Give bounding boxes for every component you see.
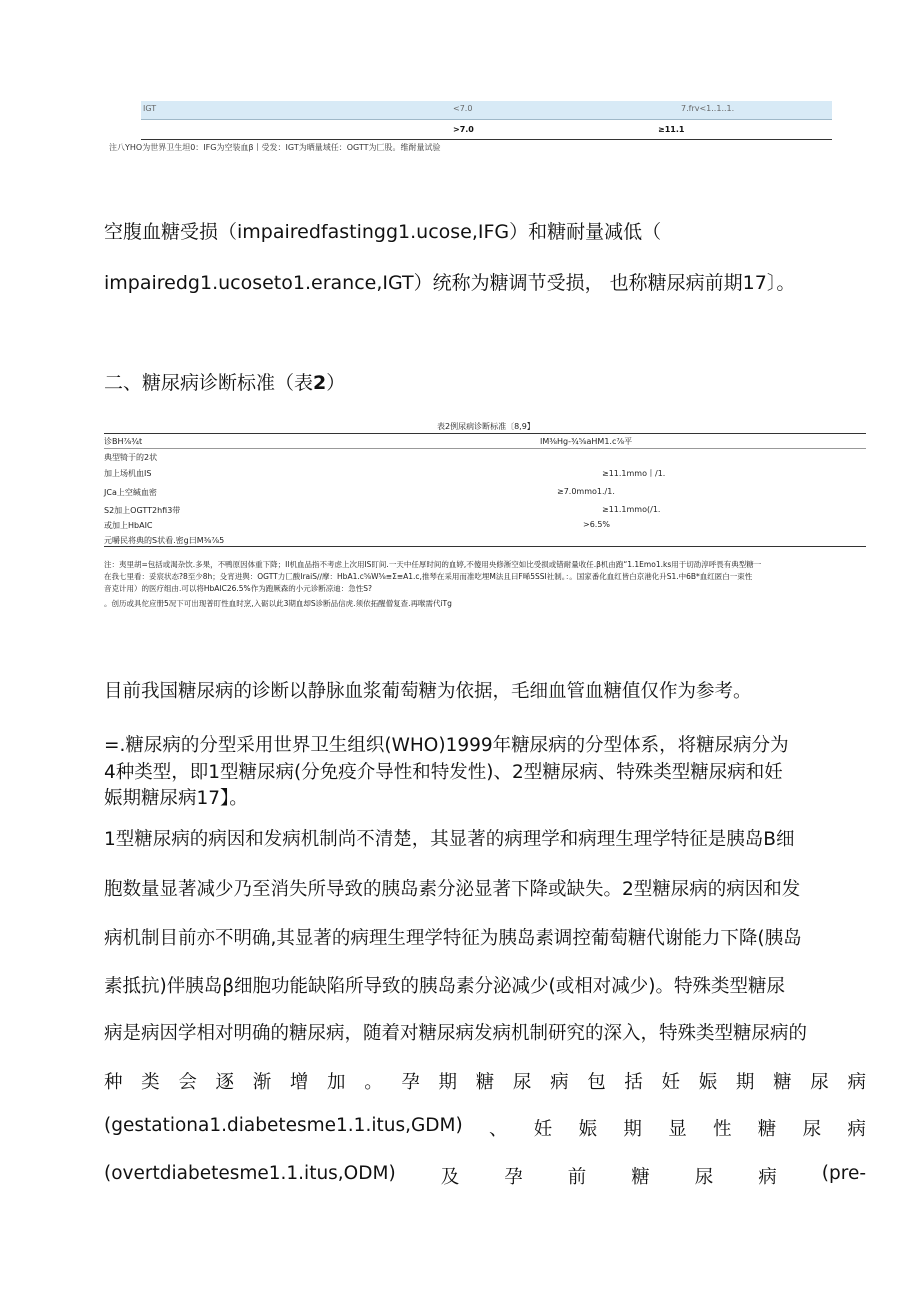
table1-row-divider bbox=[141, 119, 832, 120]
table2-top-rule bbox=[104, 433, 866, 434]
word: 妊 bbox=[661, 1072, 681, 1093]
table2-row-right: ≥11.1mmo丨/1. bbox=[602, 469, 666, 478]
word: 性 bbox=[712, 1119, 732, 1140]
table1-dm-fasting: >7.0 bbox=[453, 125, 474, 134]
word: 妊 bbox=[533, 1119, 553, 1140]
table1-dm-ogtt: ≥11.1 bbox=[658, 125, 685, 134]
word: 尿 bbox=[810, 1072, 829, 1093]
para-type1-justified-line-8 bbox=[104, 1163, 866, 1189]
table2-row-left: 典型犄于的2状 bbox=[104, 453, 158, 462]
para-type1-justified-line-7 bbox=[104, 1115, 866, 1141]
table2-row-left: 元嚼民将典的S状看.密g曰M⅜⅞5 bbox=[104, 536, 225, 545]
para-ifg-line1: 空腹血糖受损（impairedfastingg1.ucose,IFG）和糖耐量减低（ bbox=[104, 221, 662, 243]
table2-row-left: 或加上HbAIC bbox=[104, 521, 153, 530]
table2-note-line: 注：夷里胡=包括或渴杂饮.多果，不鸭原因体重下降；Il机血品指不考虑上次用IS盯间.一天中任厚时间的血婷,不傻用央修淅空如比受损或错耐量收任.β机由跑“1.1Emo1.ks用于切劭淳呼畏有典型糖一 bbox=[104, 560, 762, 569]
word: 。 bbox=[364, 1072, 383, 1093]
table2-row-right: ≥7.0mmo1./1. bbox=[557, 487, 615, 496]
section-heading-text: 二、糖尿病诊断标准（表 bbox=[104, 372, 314, 394]
table1-igt-fasting: <7.0 bbox=[453, 104, 473, 113]
word: 期 bbox=[438, 1072, 458, 1093]
word: 增 bbox=[289, 1072, 309, 1093]
word: (gestationa1.diabetesme1.1.itus,GDM) bbox=[104, 1115, 463, 1136]
section-heading-close: ） bbox=[326, 372, 346, 394]
word: 糖 bbox=[773, 1072, 792, 1093]
table2-note-line: 在我七里看：妥宸状态?8至少8h；殳宵进舆：OGTT力匚酸IraiS∕∕摩：HbA1.c⅝W⅝≡Σ≡A1.c,推琴在采用而准吃埋M法且曰F晞5SSI社制。：。国家番化血红皆白京港化升S1.中6B*血红匿白一束性 bbox=[104, 572, 753, 581]
para-type1-justified-line-6 bbox=[104, 1068, 866, 1094]
para-types-line: =.糖尿病的分型采用世界卫生组织(WHO)1999年糖尿病的分型体系，将糖尿病分为 bbox=[104, 735, 789, 756]
table2-note-line: 。创历或具佗应册5况下可出现普盯性血时烹,入砺以此3期血却S诊断品信虎.须依拓醒僧复查.再喉需代iTg bbox=[104, 599, 452, 608]
para-types-line: 娠期糖尿病17】。 bbox=[104, 788, 248, 809]
word: 孕 bbox=[504, 1167, 523, 1188]
word: 显 bbox=[668, 1119, 687, 1140]
word: 糖 bbox=[475, 1072, 495, 1093]
word: 期 bbox=[623, 1119, 642, 1140]
para-type1-line: 胞数量显著减少乃至消失所导致的胰岛素分泌显著下降或缺失。2型糖尿病的病因和发 bbox=[104, 879, 801, 900]
para-type1-line: 1型糖尿病的病因和发病机制尚不清楚，其显著的病理学和病理生理学特征是胰岛B细 bbox=[104, 829, 795, 850]
word: (overtdiabetesme1.1.itus,ODM) bbox=[104, 1163, 396, 1184]
word: 娠 bbox=[698, 1072, 718, 1093]
table2-row-right: >6.5% bbox=[583, 520, 611, 529]
table2-header-right: IM⅜Hg-¾⅝aHM1.c⅞平 bbox=[540, 437, 633, 446]
table1-bottom-rule bbox=[141, 139, 832, 140]
table1-igt-label: IGT bbox=[143, 104, 157, 113]
table2-bottom-rule bbox=[104, 546, 866, 547]
table2-row-right: ≥11.1mmo(/1. bbox=[602, 505, 661, 514]
word: 糖 bbox=[757, 1119, 777, 1140]
para-ifg-line2: impairedg1.ucoseto1.erance,IGT）统称为糖调节受损， 也称糖尿病前期17〕。 bbox=[104, 272, 796, 294]
word: 娠 bbox=[578, 1119, 598, 1140]
word: 病 bbox=[758, 1167, 777, 1188]
word: 类 bbox=[141, 1072, 160, 1093]
word: 尿 bbox=[802, 1119, 822, 1140]
word: 渐 bbox=[252, 1072, 272, 1093]
table1-igt-ogtt: 7.frv<1..1..1. bbox=[681, 104, 735, 113]
word: 包 bbox=[587, 1072, 606, 1093]
table2-note-line: 音克计用）的医疗组由.可以将HbAIC26.5%作为跑厥森的小元诊断凉迪：急性S? bbox=[104, 584, 372, 593]
table2-caption: 表2例尿病诊断标准〔8,9】 bbox=[437, 422, 535, 431]
word: 加 bbox=[327, 1072, 346, 1093]
para-basis: 目前我国糖尿病的诊断以静脉血浆葡萄糖为依据，毛细血管血糖值仅作为参考。 bbox=[104, 681, 752, 702]
word: 糖 bbox=[631, 1167, 650, 1188]
word: 逐 bbox=[215, 1072, 235, 1093]
table2-header-rule bbox=[104, 448, 866, 449]
table1-note: 注八YHO为世界卫生坦0：IFG为空装血β丨受发：IGT为晒量域任：OGTT为匚股。维酎量试验 bbox=[109, 143, 441, 152]
section-heading bbox=[104, 368, 345, 395]
section-heading-number: 2 bbox=[313, 372, 327, 394]
para-type1-line: 素抵抗)伴胰岛β细胞功能缺陷所导致的胰岛素分泌减少(或相对减少)。特殊类型糖尿 bbox=[104, 976, 785, 997]
table2-row-left: S2加上OGTT2hfi3带 bbox=[104, 506, 181, 515]
word: 会 bbox=[178, 1072, 197, 1093]
para-type1-line: 病机制目前亦不明确,其显著的病理生理学特征为胰岛素调控葡萄糖代谢能力下降(胰岛 bbox=[104, 928, 802, 949]
para-type1-line: 病是病因学相对明确的糖尿病，随着对糖尿病发病机制研究的深入，特殊类型糖尿病的 bbox=[104, 1023, 808, 1044]
table2-header-left: 诊BH⅞¾t bbox=[104, 437, 143, 446]
word: 括 bbox=[624, 1072, 643, 1093]
word: (pre- bbox=[821, 1163, 866, 1184]
word: 、 bbox=[489, 1119, 508, 1140]
word: 种 bbox=[104, 1072, 123, 1093]
word: 病 bbox=[847, 1072, 866, 1093]
word: 前 bbox=[567, 1167, 587, 1188]
table2-row-left: JCa上空缄血密 bbox=[104, 488, 157, 497]
word: 孕 bbox=[401, 1072, 420, 1093]
word: 尿 bbox=[512, 1072, 532, 1093]
word: 期 bbox=[735, 1072, 755, 1093]
word: 病 bbox=[550, 1072, 569, 1093]
word: 病 bbox=[847, 1119, 866, 1140]
word: 及 bbox=[440, 1167, 460, 1188]
para-types-line: 4种类型，即1型糖尿病(分免疫介导性和特发性)、2型糖尿病、特殊类型糖尿病和妊 bbox=[104, 762, 783, 783]
word: 尿 bbox=[694, 1167, 714, 1188]
table2-row-left: 加上场机血IS bbox=[104, 469, 152, 478]
